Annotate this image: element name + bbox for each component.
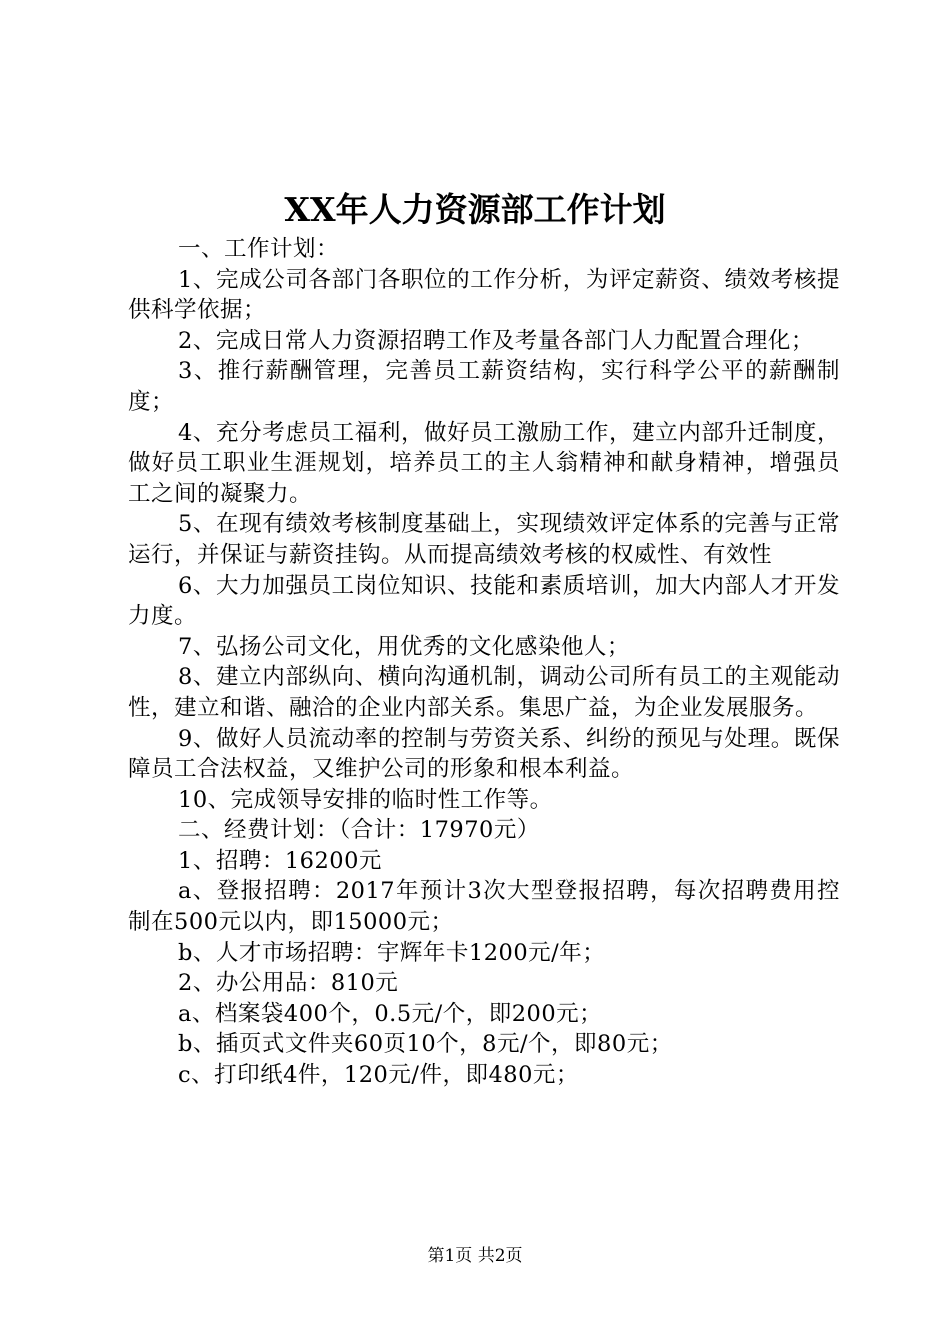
section-heading-work-plan: 一、工作计划： xyxy=(178,236,340,262)
budget-item-recruitment: 1、招聘：16200元 xyxy=(178,847,382,874)
plan-item-4: 4、充分考虑员工福利，做好员工激励工作，建立内部升迁制度，做好员工职业生涯规划，培养员工的主人翁精神和献身精神，增强员工之间的凝聚力。 xyxy=(128,419,840,507)
document-title: XX年人力资源部工作计划 xyxy=(284,190,666,229)
section-heading-budget: 二、经费计划：（合计：17970元） xyxy=(178,817,540,844)
plan-item-2: 2、完成日常人力资源招聘工作及考量各部门人力配置合理化； xyxy=(178,327,814,354)
plan-item-6: 6、大力加强员工岗位知识、技能和素质培训，加大内部人才开发力度。 xyxy=(128,572,840,630)
plan-item-3: 3、推行薪酬管理，完善员工薪资结构，实行科学公平的薪酬制度； xyxy=(128,358,840,415)
budget-subitem-printing-paper: c、打印纸4件，120元/件，即480元； xyxy=(178,1062,579,1089)
budget-subitem-talent-market: b、人才市场招聘：宇辉年卡1200元/年； xyxy=(178,939,606,966)
plan-item-7: 7、弘扬公司文化，用优秀的文化感染他人； xyxy=(178,633,630,660)
budget-item-office-supplies: 2、办公用品：810元 xyxy=(178,970,399,997)
plan-item-8: 8、建立内部纵向、横向沟通机制，调动公司所有员工的主观能动性，建立和谐、融洽的企业内部关系。集思广益，为企业发展服务。 xyxy=(128,664,840,721)
budget-subitem-file-bags: a、档案袋400个，0.5元/个，即200元； xyxy=(178,1000,603,1027)
plan-item-9: 9、做好人员流动率的控制与劳资关系、纠纷的预见与处理。既保障员工合法权益，又维护公司的形象和根本利益。 xyxy=(128,725,840,783)
page-number-footer: 第1页 共2页 xyxy=(427,1246,523,1266)
budget-subitem-folders: b、插页式文件夹60页10个，8元/个，即80元； xyxy=(178,1031,673,1058)
budget-subitem-newspaper: a、登报招聘：2017年预计3次大型登报招聘，每次招聘费用控制在500元以内，即15000元； xyxy=(128,878,840,936)
plan-item-10: 10、完成领导安排的临时性工作等。 xyxy=(178,786,553,813)
plan-item-1: 1、完成公司各部门各职位的工作分析，为评定薪资、绩效考核提供科学依据； xyxy=(128,266,840,324)
plan-item-5: 5、在现有绩效考核制度基础上，实现绩效评定体系的完善与正常运行，并保证与薪资挂钩。从而提高绩效考核的权威性、有效性 xyxy=(128,511,840,568)
document-body xyxy=(128,234,840,1091)
